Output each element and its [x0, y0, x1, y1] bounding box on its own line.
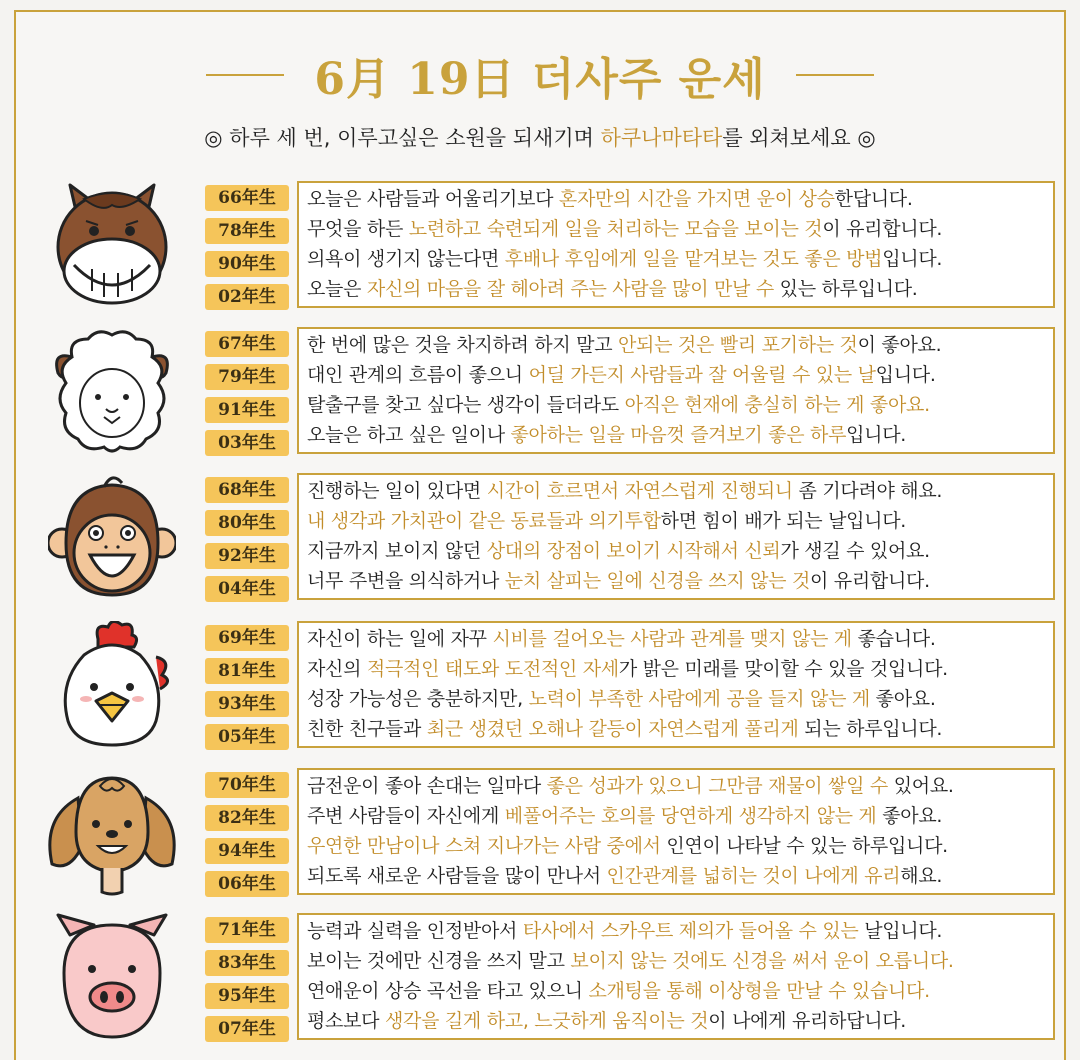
- fortune-group-rooster: [0, 621, 1080, 753]
- line-text: 좋아요.: [869, 688, 936, 710]
- line-text: 되는 하루입니다.: [798, 718, 943, 740]
- line-text: 연애운이 상승 곡선을 타고 있으니: [307, 980, 589, 1002]
- year-badge: 69年生: [205, 625, 289, 651]
- line-text: 주변 사람들이 자신에게: [307, 805, 505, 827]
- line-highlight: 혼자만의 시간을 가지면 운이 상승: [558, 188, 835, 210]
- line-text: 자신의: [307, 658, 367, 680]
- line-text: 지금까지 보이지 않던: [307, 540, 487, 562]
- fortune-group-dog: [0, 768, 1080, 900]
- title-rule-left: [206, 74, 284, 76]
- line-text: 한 번에 많은 것을 차지하려 하지 말고: [307, 334, 618, 356]
- fortune-group-horse: [0, 181, 1080, 313]
- line-text: 너무 주변을 의식하거나: [307, 570, 505, 592]
- fortune-line: [307, 393, 930, 417]
- line-text: 날입니다.: [858, 920, 943, 942]
- fortune-line: [307, 864, 942, 888]
- line-text: 가 생길 수 있어요.: [780, 540, 930, 562]
- line-text: 해요.: [900, 865, 943, 887]
- line-highlight: 베풀어주는 호의를 당연하게 생각하지 않는 게: [504, 805, 877, 827]
- year-badge: 80年生: [205, 510, 289, 536]
- line-text: 탈출구를 찾고 싶다는 생각이 들더라도: [307, 394, 625, 416]
- fortune-box: [297, 181, 1055, 308]
- line-highlight: 적극적인 태도와 도전적인 자세: [366, 658, 619, 680]
- fortune-line: [307, 687, 936, 711]
- line-text: 평소보다: [307, 1010, 385, 1032]
- horse-icon: [48, 181, 176, 309]
- line-highlight: 눈치 살피는 일에 신경을 쓰지 않는 것: [504, 570, 811, 592]
- line-highlight: 좋아하는 일을 마음껏 즐겨보기 좋은 하루: [510, 424, 847, 446]
- subtitle: [0, 122, 1080, 152]
- line-text: 가 밝은 미래를 맞이할 수 있을 것입니다.: [618, 658, 948, 680]
- line-text: 한답니다.: [834, 188, 913, 210]
- year-badge: 82年生: [205, 805, 289, 831]
- line-highlight: 좋은 성과가 있으니 그만큼 재물이 쌓일 수: [546, 775, 888, 797]
- fortune-line: [307, 627, 936, 651]
- monkey-icon: [48, 473, 176, 601]
- line-text: 입니다.: [846, 424, 907, 446]
- fortune-group-sheep: [0, 327, 1080, 459]
- line-text: 인연이 나타날 수 있는 하루입니다.: [660, 835, 948, 857]
- line-text: 대인 관계의 흐름이 좋으니: [307, 364, 529, 386]
- year-badge: 71年生: [205, 917, 289, 943]
- rooster-icon: [48, 621, 176, 749]
- fortune-line: [307, 423, 906, 447]
- fortune-line: [307, 363, 936, 387]
- year-badge: 03年生: [205, 430, 289, 456]
- year-badge: 70年生: [205, 772, 289, 798]
- subtitle-post: 를 외쳐보세요 ◎: [722, 126, 876, 150]
- line-text: 의욕이 생기지 않는다면: [307, 248, 505, 270]
- line-highlight: 시간이 흐르면서 자연스럽게 진행되니: [486, 480, 793, 502]
- year-badge: 02年生: [205, 284, 289, 310]
- pig-icon: [48, 913, 176, 1041]
- year-badge: 05年生: [205, 724, 289, 750]
- year-badge: 06年生: [205, 871, 289, 897]
- year-badge: 94年生: [205, 838, 289, 864]
- fortune-group-pig: [0, 913, 1080, 1045]
- line-text: 오늘은: [307, 278, 367, 300]
- title-row: [0, 40, 1080, 110]
- line-text: 입니다.: [875, 364, 936, 386]
- line-text: 좋아요.: [876, 805, 943, 827]
- line-text: 오늘은 사람들과 어울리기보다: [307, 188, 559, 210]
- line-text: 좀 기다려야 해요.: [792, 480, 943, 502]
- year-badge: 81年生: [205, 658, 289, 684]
- line-text: 입니다.: [882, 248, 943, 270]
- year-badge: 67年生: [205, 331, 289, 357]
- line-text: 오늘은 하고 싶은 일이나: [307, 424, 511, 446]
- fortune-line: [307, 509, 906, 533]
- fortune-line: [307, 333, 941, 357]
- fortune-box: [297, 327, 1055, 454]
- year-badge: 68年生: [205, 477, 289, 503]
- year-badge: 93年生: [205, 691, 289, 717]
- line-highlight: 노력이 부족한 사람에게 공을 들지 않는 게: [528, 688, 870, 710]
- dog-icon: [48, 768, 176, 896]
- subtitle-pre: ◎ 하루 세 번, 이루고싶은 소원을 되새기며: [204, 126, 601, 150]
- line-text: 능력과 실력을 인정받아서: [307, 920, 523, 942]
- fortune-line: [307, 569, 930, 593]
- fortune-box: [297, 913, 1055, 1040]
- line-highlight: 생각을 길게 하고, 느긋하게 움직이는 것: [384, 1010, 709, 1032]
- line-highlight: 타사에서 스카우트 제의가 들어올 수 있는: [522, 920, 859, 942]
- line-text: 이 유리합니다.: [822, 218, 943, 240]
- line-text: 무엇을 하든: [307, 218, 409, 240]
- line-highlight: 상대의 장점이 보이기 시작해서 신뢰: [486, 540, 781, 562]
- fortune-line: [307, 717, 942, 741]
- line-highlight: 안되는 것은 빨리 포기하는 것: [618, 334, 858, 356]
- line-highlight: 시비를 걸어오는 사람과 관계를 맺지 않는 게: [492, 628, 852, 650]
- fortune-line: [307, 539, 930, 563]
- year-badge: 66年生: [205, 185, 289, 211]
- fortune-line: [307, 277, 918, 301]
- line-highlight: 소개팅을 통해 이상형을 만날 수 있습니다.: [588, 980, 930, 1002]
- fortune-box: [297, 768, 1055, 895]
- year-badge: 90年生: [205, 251, 289, 277]
- year-badge: 79年生: [205, 364, 289, 390]
- line-text: 하면 힘이 배가 되는 날입니다.: [660, 510, 907, 532]
- line-highlight: 자신의 마음을 잘 헤아려 주는 사람을 많이 만날 수: [366, 278, 774, 300]
- line-highlight: 후배나 후임에게 일을 맡겨보는 것도 좋은 방법: [504, 248, 883, 270]
- fortune-line: [307, 979, 930, 1003]
- page-title: 6月 19日 더사주 운세: [314, 54, 766, 105]
- title-rule-right: [796, 74, 874, 76]
- fortune-line: [307, 804, 942, 828]
- line-text: 되도록 새로운 사람들을 많이 만나서: [307, 865, 607, 887]
- line-text: 성장 가능성은 충분하지만,: [307, 688, 529, 710]
- fortune-line: [307, 834, 948, 858]
- fortune-line: [307, 657, 948, 681]
- line-text: 진행하는 일이 있다면: [307, 480, 487, 502]
- line-highlight: 보이지 않는 것에도 신경을 써서 운이 오릅니다.: [570, 950, 954, 972]
- sheep-icon: [48, 327, 176, 455]
- line-text: 좋습니다.: [851, 628, 936, 650]
- line-highlight: 우연한 만남이나 스쳐 지나가는 사람 중에서: [307, 835, 661, 857]
- subtitle-highlight: 하쿠나마타타: [600, 126, 723, 150]
- fortune-box: [297, 473, 1055, 600]
- year-badge: 92年生: [205, 543, 289, 569]
- line-highlight: 노련하고 숙련되게 일을 처리하는 모습을 보이는 것: [408, 218, 823, 240]
- line-text: 있는 하루입니다.: [773, 278, 918, 300]
- year-badge: 95年生: [205, 983, 289, 1009]
- line-text: 이 나에게 유리하답니다.: [708, 1010, 907, 1032]
- line-highlight: 내 생각과 가치관이 같은 동료들과 의기투합: [307, 510, 661, 532]
- line-text: 이 유리합니다.: [810, 570, 930, 592]
- fortune-line: [307, 919, 942, 943]
- line-text: 친한 친구들과: [307, 718, 427, 740]
- line-highlight: 최근 생겼던 오해나 갈등이 자연스럽게 풀리게: [426, 718, 799, 740]
- fortune-line: [307, 774, 954, 798]
- line-highlight: 어딜 가든지 사람들과 잘 어울릴 수 있는 날: [528, 364, 876, 386]
- fortune-line: [307, 217, 942, 241]
- fortune-line: [307, 1009, 906, 1033]
- year-badge: 78年生: [205, 218, 289, 244]
- line-text: 있어요.: [887, 775, 954, 797]
- year-badge: 04年生: [205, 576, 289, 602]
- year-badge: 83年生: [205, 950, 289, 976]
- fortune-line: [307, 187, 913, 211]
- year-badge: 91年生: [205, 397, 289, 423]
- fortune-line: [307, 949, 954, 973]
- line-highlight: 아직은 현재에 충실히 하는 게 좋아요.: [624, 394, 930, 416]
- line-text: 보이는 것에만 신경을 쓰지 말고: [307, 950, 571, 972]
- fortune-box: [297, 621, 1055, 748]
- fortune-group-monkey: [0, 473, 1080, 605]
- line-text: 금전운이 좋아 손대는 일마다: [307, 775, 547, 797]
- fortune-line: [307, 479, 942, 503]
- fortune-line: [307, 247, 942, 271]
- line-text: 이 좋아요.: [857, 334, 942, 356]
- line-highlight: 인간관계를 넓히는 것이 나에게 유리: [606, 865, 901, 887]
- line-text: 자신이 하는 일에 자꾸: [307, 628, 493, 650]
- year-badge: 07年生: [205, 1016, 289, 1042]
